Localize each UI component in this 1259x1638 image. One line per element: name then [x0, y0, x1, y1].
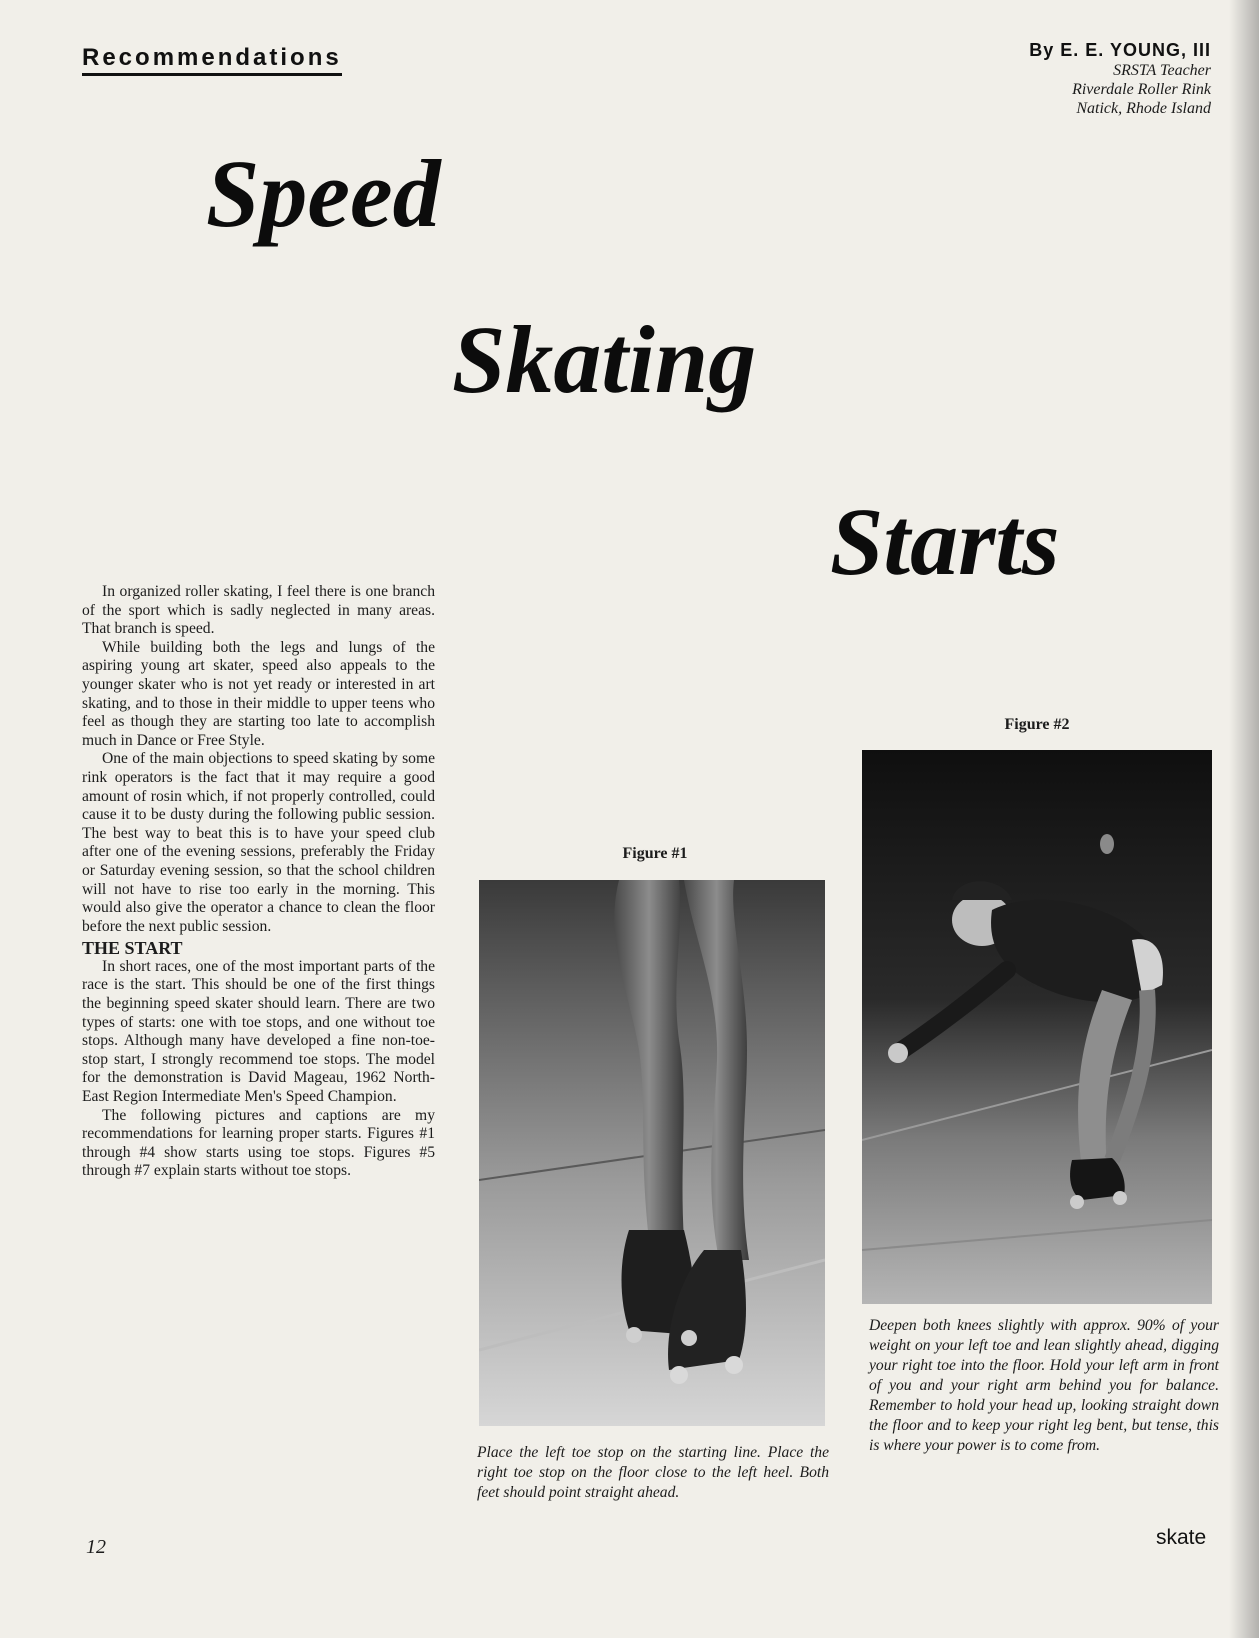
figure-1-caption: Place the left toe stop on the starting line. Place the right toe stop on the floor close to the left heel. Both feet should point straight ahead. [477, 1444, 829, 1501]
article-paragraph: In short races, one of the most important parts of the race is the start. This should be one of the first things the beginning speed skater should learn. There are two types of starts: one with toe stops, and one without toe stops. Although many have developed a fine non-toe-stop start, I strongly recommend toe stops. The model for the demonstration is David Mageau, 1962 North-East Region Intermediate Men's Speed Champion. [82, 957, 435, 1106]
article-paragraph: While building both the legs and lungs of the aspiring young art skater, speed also appeals to the younger skater who is not yet ready or interested in art skating, and to those in their middle to upper teens who feel as though they are starting too late to accomplish much in Dance or Free Style. [82, 638, 435, 749]
title-word-3: Starts [830, 488, 1060, 595]
figure-2-label: Figure #2 [1004, 716, 1070, 733]
author-affiliation-line: Riverdale Roller Rink [1072, 81, 1211, 98]
page-edge-shadow [1229, 0, 1259, 1638]
article-paragraph: One of the main objections to speed skating by some rink operators is the fact that it may require a good amount of rosin which, if not properly controlled, could cause it to be dusty during the following public session. The best way to beat this is to have your speed club after one of the evening sessions, preferably the Friday or Saturday evening session, so that the school children will not have to rise too early in the morning. This would also give the operator a chance to clean the floor before the next public session. [82, 750, 435, 935]
section-label: Recommendations [82, 44, 342, 76]
article-paragraph: In organized roller skating, I feel there is one branch of the sport which is sadly neglected in many areas. That branch is speed. [82, 583, 435, 638]
author-affiliation-line: SRSTA Teacher [1113, 62, 1211, 79]
page-number: 12 [86, 1536, 106, 1558]
author-affiliation-line: Natick, Rhode Island [1076, 100, 1211, 117]
figure-1-photo [479, 880, 825, 1426]
figure-2-photo [862, 750, 1212, 1304]
title-word-2: Skating [452, 306, 757, 413]
title-word-1: Speed [206, 140, 441, 247]
author-name: By E. E. YOUNG, III [1029, 40, 1211, 60]
article-body [82, 583, 435, 1181]
article-paragraph: The following pictures and captions are my recommendations for learning proper starts. Figures #1 through #4 show starts using toe stops. Figures #5 through #7 explain starts without toe stops. [82, 1106, 435, 1180]
figure-2-caption: Deepen both knees slightly with approx. 90% of your weight on your left toe and lean slightly ahead, digging your right toe into the floor. Hold your left arm in front of you and your right arm behind you for balance. Remember to hold your head up, looking straight down the floor and to keep your right leg bent, but tense, this is where your power is to come from. [869, 1317, 1219, 1454]
magazine-brand: skate [1156, 1526, 1207, 1549]
figure-1-label: Figure #1 [622, 845, 688, 862]
article-subheading: THE START [82, 938, 183, 959]
byline [1029, 40, 1211, 118]
